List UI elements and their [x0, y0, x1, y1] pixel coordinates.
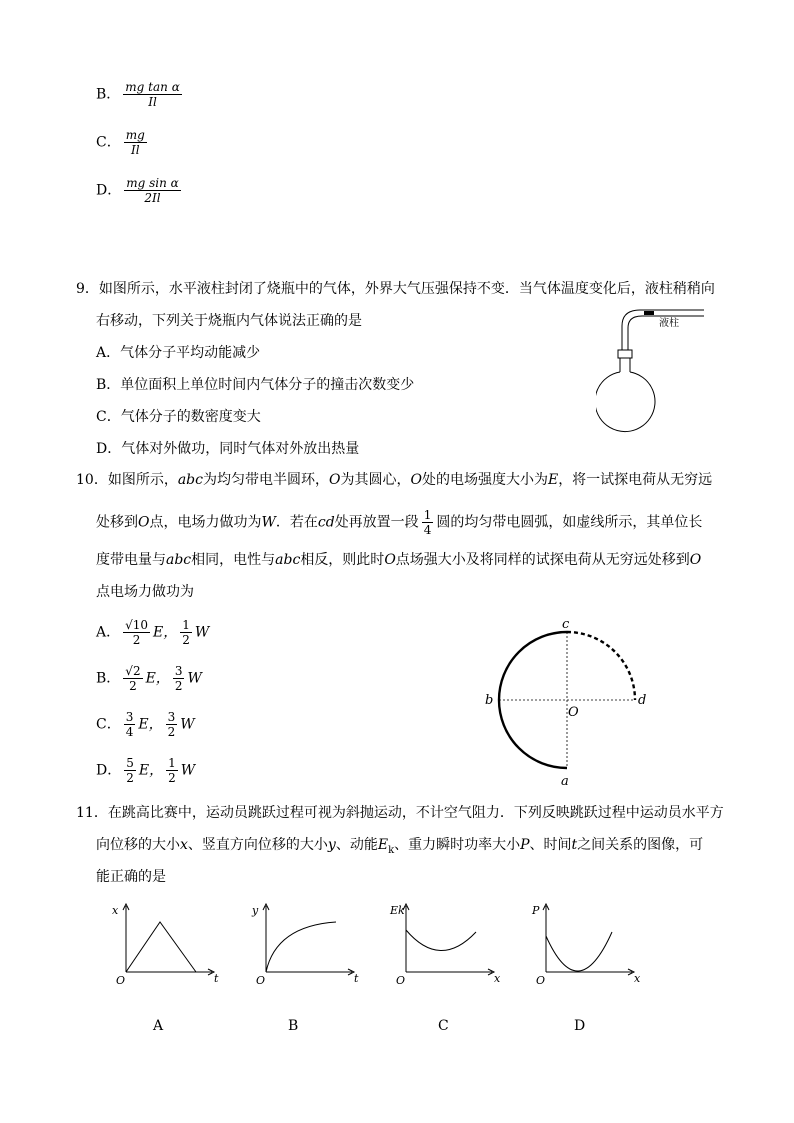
q10-option-c[interactable]: C． $\frac{3}{4}$ E， $\frac{3}{2}$ W — [96, 710, 195, 739]
q9-option-d[interactable]: D．气体对外做功，同时气体对外放出热量 — [96, 441, 360, 457]
q10-line4: 点电场力做功为 — [96, 584, 194, 600]
graph-c-xlabel: x — [494, 972, 501, 985]
q9-stem-line1: 9．如图所示，水平液柱封闭了烧瓶中的气体，外界大气压强保持不变．当气体温度变化后，液柱稍稍向 — [76, 281, 715, 297]
graph-a — [108, 900, 228, 990]
liquid-column-label: 液柱 — [659, 318, 679, 329]
q10-option-d[interactable]: D． $\frac{5}{2}$ E， $\frac{1}{2}$ W — [96, 756, 196, 785]
graph-c-caption[interactable]: C — [438, 1018, 449, 1034]
flask-bulb — [596, 372, 655, 432]
graph-b — [248, 900, 368, 990]
graph-c-ylabel: Ek — [390, 904, 405, 917]
graph-d-ylabel: P — [532, 904, 540, 917]
graph-b-xlabel: t — [354, 972, 359, 985]
flask-figure — [596, 300, 712, 442]
q8-option-b[interactable]: B． $\frac{\text{mg tan α}}{Il}$ — [96, 80, 180, 109]
q8-option-c[interactable]: C． $\frac{mg}{Il}$ — [96, 128, 145, 157]
graph-d-origin: O — [536, 974, 546, 987]
label-b: b — [485, 693, 494, 708]
graph-d-curve — [546, 932, 612, 971]
q9-stem-line2: 右移动，下列关于烧瓶内气体说法正确的是 — [96, 313, 362, 329]
q8-option-d[interactable]: D． $\frac{\text{mg sin α}}{2Il}$ — [96, 176, 179, 205]
q11-line3: 能正确的是 — [96, 869, 166, 885]
quarter-arc-cd — [567, 632, 635, 700]
q11-line1: 11．在跳高比赛中，运动员跳跃过程可视为斜抛运动，不计空气阻力．下列反映跳跃过程中运动员水平方 — [76, 805, 724, 821]
q8-c-denominator: Il — [130, 143, 140, 157]
liquid-column — [644, 311, 654, 315]
q8-c-numerator: mg — [125, 128, 145, 142]
q10-line1: 10．如图所示，abc为均匀带电半圆环，O为其圆心，O处的电场强度大小为E，将一试探电荷从无穷远 — [76, 472, 713, 488]
graph-d-caption[interactable]: D — [574, 1018, 586, 1034]
graph-b-origin: O — [256, 974, 266, 987]
flask-stopper — [618, 350, 632, 358]
label-a: a — [561, 774, 569, 789]
q10-option-b[interactable]: B． $\frac{√2}{2}$ E， $\frac{3}{2}$ W — [96, 664, 202, 693]
graph-b-ylabel: y — [252, 904, 259, 917]
q10-line3: 度带电量与abc相同，电性与abc相反，则此时O点场强大小及将同样的试探电荷从无穷远处移到O — [96, 552, 702, 568]
label-O: O — [568, 705, 579, 720]
q8-b-numerator: mg tan α — [125, 80, 180, 94]
graph-a-caption[interactable]: A — [153, 1018, 164, 1034]
q11-line2: 向位移的大小x、竖直方向位移的大小y、动能$E_k$、重力瞬时功率大小P、时间t之间关系的图像，可 — [96, 837, 704, 856]
graph-c-origin: O — [396, 974, 406, 987]
q9-option-b[interactable]: B．单位面积上单位时间内气体分子的撞击次数变少 — [96, 377, 415, 393]
graph-b-caption[interactable]: B — [288, 1018, 299, 1034]
q9-option-a[interactable]: A．气体分子平均动能减少 — [96, 345, 261, 361]
q10-option-a[interactable]: A． $\frac{√10}{2}$ E， $\frac{1}{2}$ W — [96, 618, 210, 647]
label-c: c — [562, 617, 570, 632]
q9-option-c[interactable]: C．气体分子的数密度变大 — [96, 409, 261, 425]
graph-a-origin: O — [116, 974, 126, 987]
graph-a-xlabel: t — [214, 972, 219, 985]
semicircle-figure — [478, 612, 658, 792]
quarter-fraction: $\frac{1}{4}$ — [423, 508, 432, 537]
graph-a-ylabel: x — [112, 904, 119, 917]
label-d: d — [638, 693, 647, 708]
q8-d-numerator: mg sin α — [126, 176, 179, 190]
graph-c-curve — [406, 930, 476, 951]
q8-b-denominator: Il — [148, 95, 157, 109]
graph-d-xlabel: x — [634, 972, 641, 985]
q8-d-denominator: 2Il — [144, 191, 161, 205]
graph-c — [388, 900, 508, 990]
graph-d — [528, 900, 648, 990]
graph-b-curve — [266, 922, 336, 972]
graph-a-curve — [126, 922, 196, 972]
q10-line2: 处移到O点，电场力做功为W．若在cd处再放置一段 $\frac{1}{4}$ 圆的均匀带电圆弧，如虚线所示，其单位长 — [96, 508, 703, 537]
